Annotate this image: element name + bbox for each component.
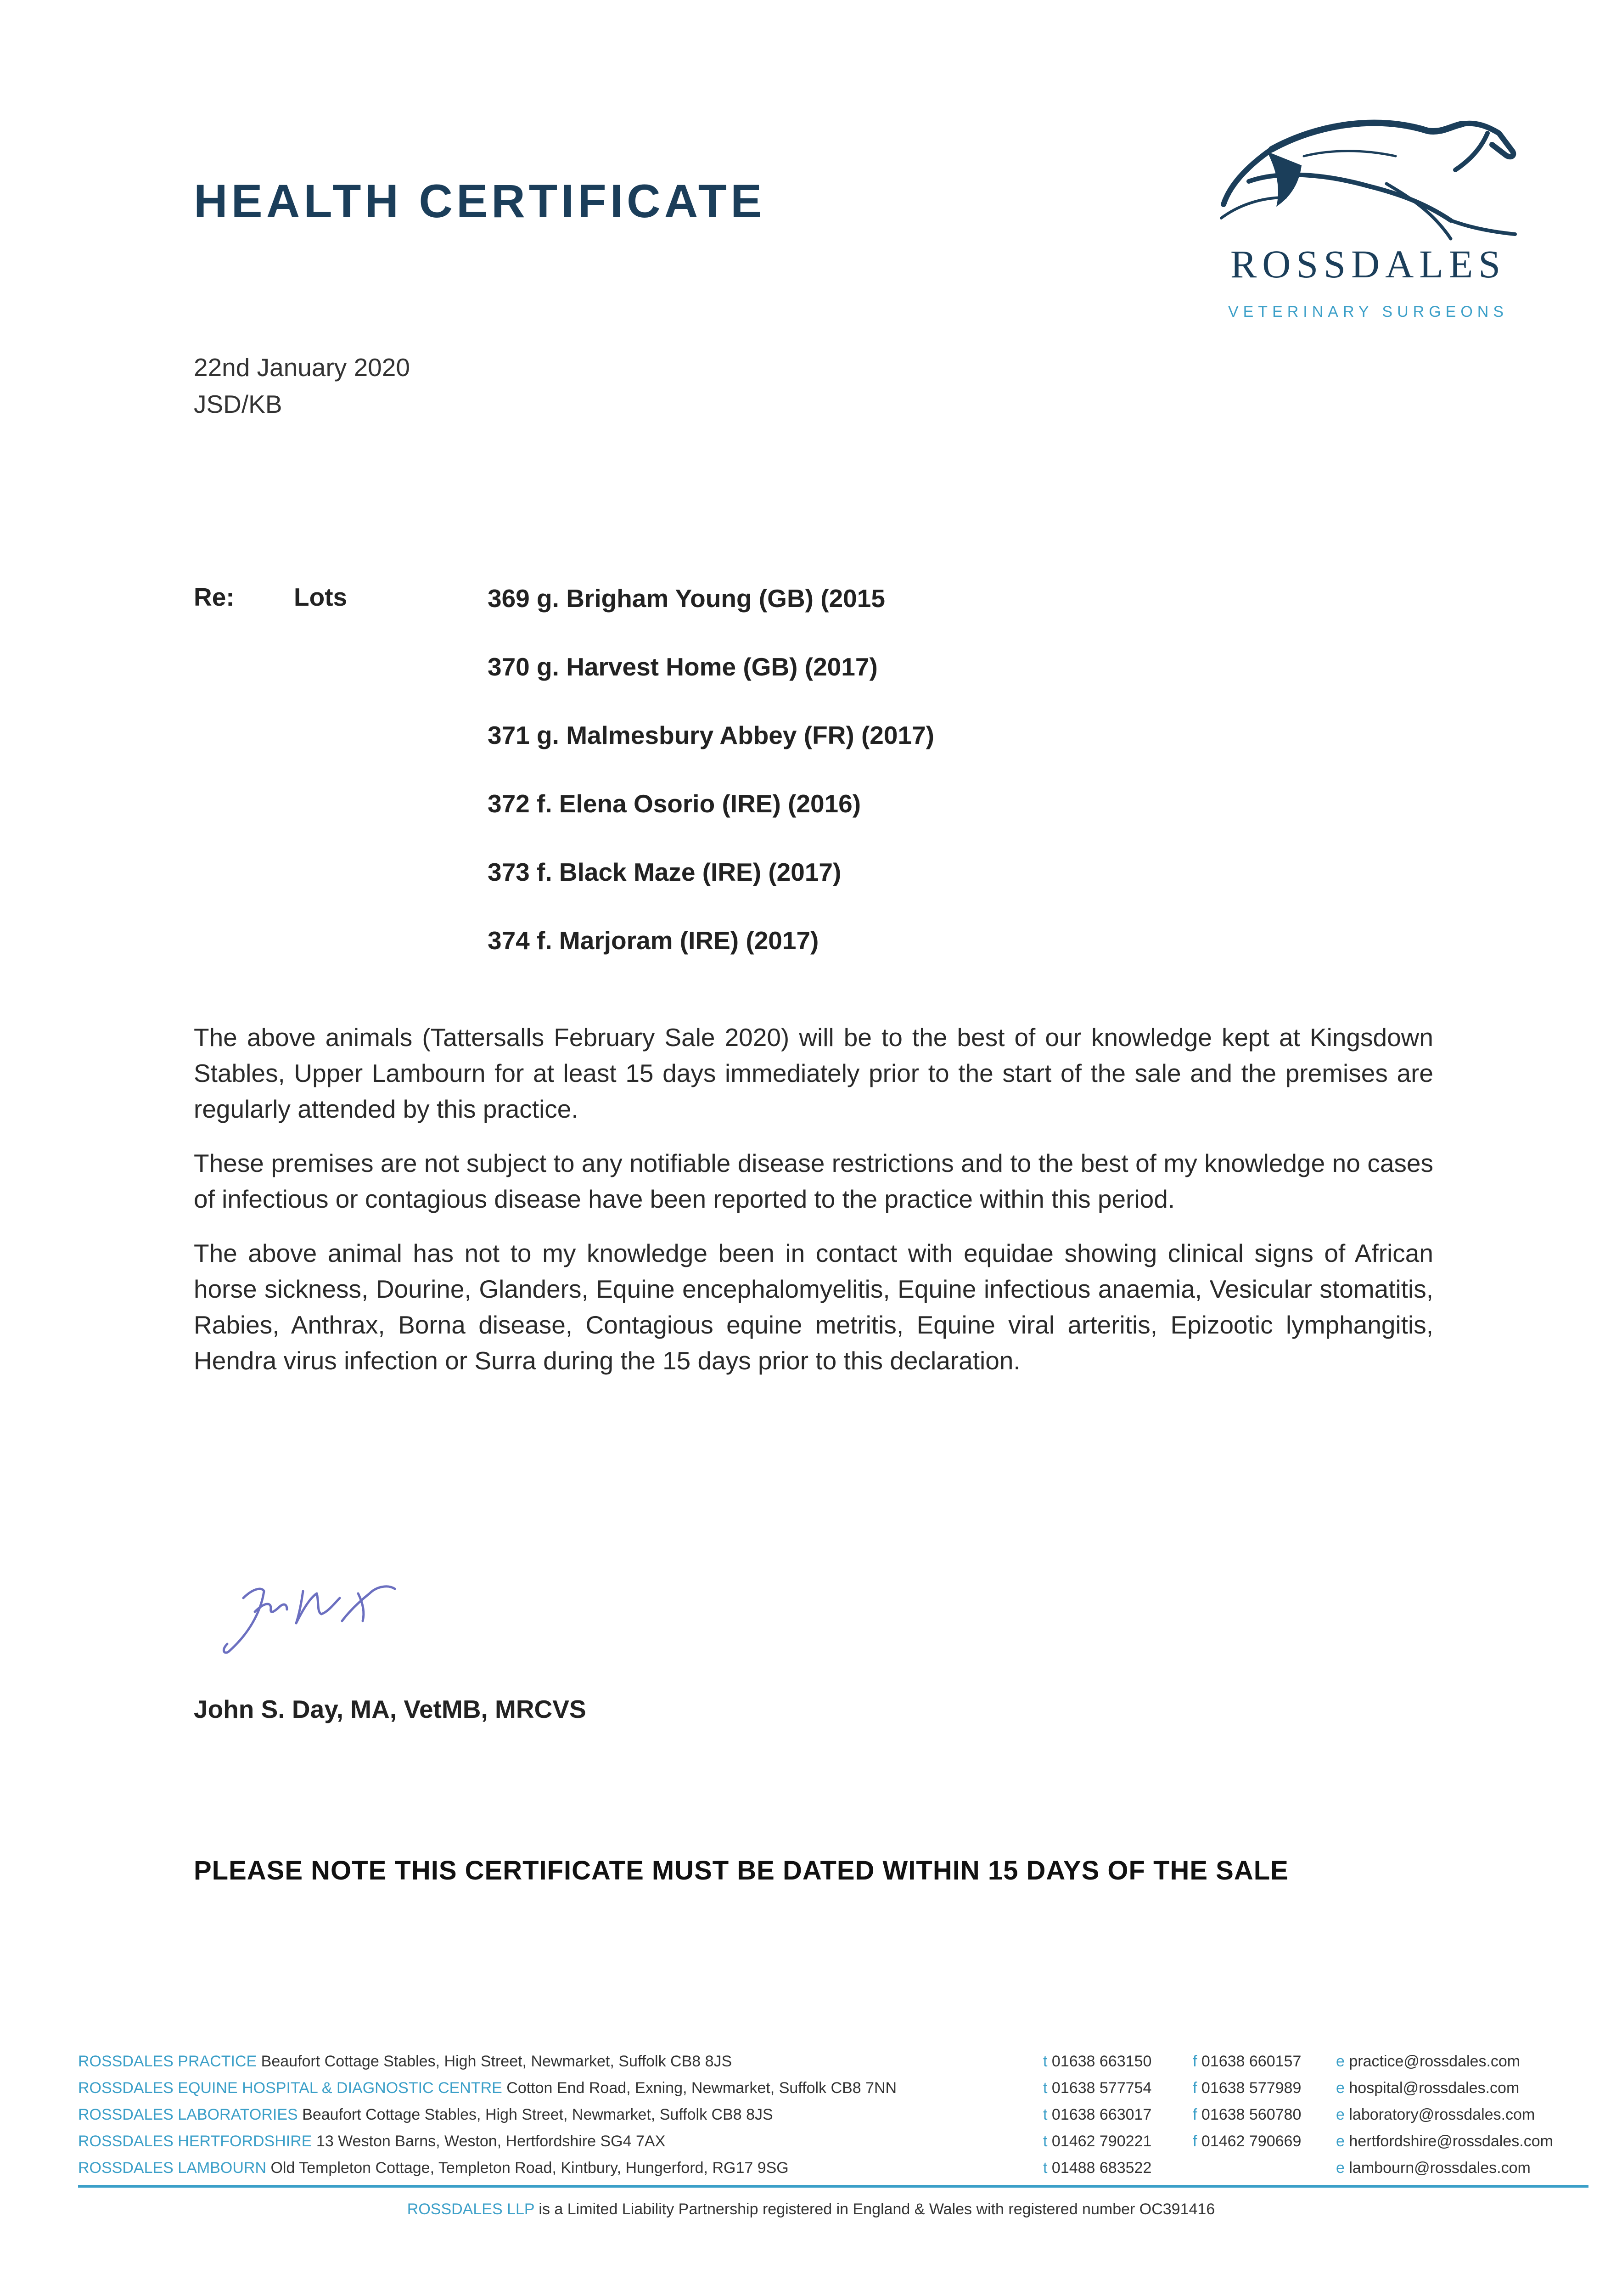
- certificate-body: [194, 1019, 1433, 1397]
- re-label: Re:: [194, 583, 235, 611]
- lots-label: Lots: [294, 583, 348, 611]
- tel-prefix: t: [1043, 2159, 1048, 2177]
- footer-office-row: [78, 2101, 1588, 2128]
- office-tel: 01462 790221: [1051, 2133, 1152, 2150]
- footer-offices: [78, 2048, 1588, 2181]
- footer-office-row: [78, 2048, 1588, 2075]
- office-email: hospital@rossdales.com: [1349, 2079, 1520, 2097]
- tel-prefix: t: [1043, 2053, 1048, 2070]
- llp-registration: [0, 2200, 1622, 2218]
- letter-date: 22nd January 2020: [194, 353, 410, 382]
- footer-office-row: [78, 2155, 1588, 2181]
- office-email: laboratory@rossdales.com: [1349, 2106, 1535, 2123]
- validity-notice: PLEASE NOTE THIS CERTIFICATE MUST BE DATED WITHIN 15 DAYS OF THE SALE: [194, 1856, 1289, 1885]
- fax-prefix: f: [1193, 2079, 1197, 2097]
- lot-item: 371 g. Malmesbury Abbey (FR) (2017): [488, 721, 934, 749]
- footer-office-row: [78, 2075, 1588, 2101]
- tel-prefix: t: [1043, 2079, 1048, 2097]
- lot-item: 372 f. Elena Osorio (IRE) (2016): [488, 789, 861, 818]
- tel-prefix: t: [1043, 2106, 1048, 2123]
- office-tel: 01638 577754: [1051, 2079, 1152, 2097]
- office-address: 13 Weston Barns, Weston, Hertfordshire SG4 7AX: [316, 2133, 666, 2150]
- signature-image: [211, 1566, 422, 1658]
- office-address: Beaufort Cottage Stables, High Street, Newmarket, Suffolk CB8 8JS: [302, 2106, 773, 2123]
- lot-item: 369 g. Brigham Young (GB) (2015: [488, 584, 885, 613]
- fax-prefix: f: [1193, 2106, 1197, 2123]
- logo-wordmark: ROSSDALES: [1230, 242, 1506, 286]
- lots-list: [488, 582, 934, 993]
- footer-office-row: [78, 2128, 1588, 2155]
- office-address: Old Templeton Cottage, Templeton Road, Kintbury, Hungerford, RG17 9SG: [270, 2159, 789, 2177]
- page-title: HEALTH CERTIFICATE: [194, 175, 766, 227]
- body-paragraph: These premises are not subject to any notifiable disease restrictions and to the best of my knowledge no cases of infectious or contagious disease have been reported to the practice within this period.: [194, 1149, 1433, 1213]
- body-paragraph: The above animals (Tattersalls February Sale 2020) will be to the best of our knowledge kept at Kingsdown Stables, Upper Lambourn for at least 15 days immediately prior to the start of the sale and the premises are regularly attended by this practice.: [194, 1023, 1433, 1123]
- office-address: Cotton End Road, Exning, Newmarket, Suffolk CB8 7NN: [506, 2079, 897, 2097]
- horse-logo-icon: [1212, 106, 1524, 248]
- office-fax: 01638 560780: [1201, 2106, 1302, 2123]
- office-fax: 01638 660157: [1201, 2053, 1302, 2070]
- office-email: hertfordshire@rossdales.com: [1349, 2133, 1553, 2150]
- office-fax: 01638 577989: [1201, 2079, 1302, 2097]
- email-prefix: e: [1336, 2106, 1345, 2123]
- office-tel: 01638 663150: [1051, 2053, 1152, 2070]
- email-prefix: e: [1336, 2159, 1345, 2177]
- office-tel: 01488 683522: [1051, 2159, 1152, 2177]
- footer-divider: [78, 2185, 1588, 2188]
- office-tel: 01638 663017: [1051, 2106, 1152, 2123]
- llp-name: ROSSDALES LLP: [407, 2200, 534, 2218]
- office-name: ROSSDALES EQUINE HOSPITAL & DIAGNOSTIC CENTRE: [78, 2079, 502, 2097]
- tel-prefix: t: [1043, 2133, 1048, 2150]
- rossdales-logo: [1212, 106, 1524, 335]
- fax-prefix: f: [1193, 2133, 1197, 2150]
- llp-text: is a Limited Liability Partnership registered in England & Wales with registered number OC391416: [539, 2200, 1215, 2218]
- email-prefix: e: [1336, 2079, 1345, 2097]
- logo-tagline: VETERINARY SURGEONS: [1228, 303, 1509, 321]
- office-name: ROSSDALES LABORATORIES: [78, 2106, 298, 2123]
- office-fax: 01462 790669: [1201, 2133, 1302, 2150]
- email-prefix: e: [1336, 2053, 1345, 2070]
- office-email: lambourn@rossdales.com: [1349, 2159, 1531, 2177]
- lot-item: 370 g. Harvest Home (GB) (2017): [488, 653, 878, 681]
- fax-prefix: f: [1193, 2053, 1197, 2070]
- letter-reference: JSD/KB: [194, 390, 282, 418]
- office-name: ROSSDALES HERTFORDSHIRE: [78, 2133, 312, 2150]
- letter-meta: [194, 349, 410, 422]
- office-name: ROSSDALES PRACTICE: [78, 2053, 257, 2070]
- office-address: Beaufort Cottage Stables, High Street, Newmarket, Suffolk CB8 8JS: [261, 2053, 732, 2070]
- lot-item: 374 f. Marjoram (IRE) (2017): [488, 926, 819, 955]
- email-prefix: e: [1336, 2133, 1345, 2150]
- office-name: ROSSDALES LAMBOURN: [78, 2159, 266, 2177]
- body-paragraph: The above animal has not to my knowledge been in contact with equidae showing clinical signs of African horse sickness, Dourine, Glanders, Equine encephalomyelitis, Equine infectious anaemia, Vesicular stomatitis, Rabies, Anthrax, Borna disease, Contagious equine metritis, Equine viral arteritis, Epizootic lymphangitis, Hendra virus infection or Surra during the 15 days prior to this declaration.: [194, 1239, 1433, 1375]
- signatory-name: John S. Day, MA, VetMB, MRCVS: [194, 1695, 586, 1723]
- lot-item: 373 f. Black Maze (IRE) (2017): [488, 858, 842, 886]
- office-email: practice@rossdales.com: [1349, 2053, 1521, 2070]
